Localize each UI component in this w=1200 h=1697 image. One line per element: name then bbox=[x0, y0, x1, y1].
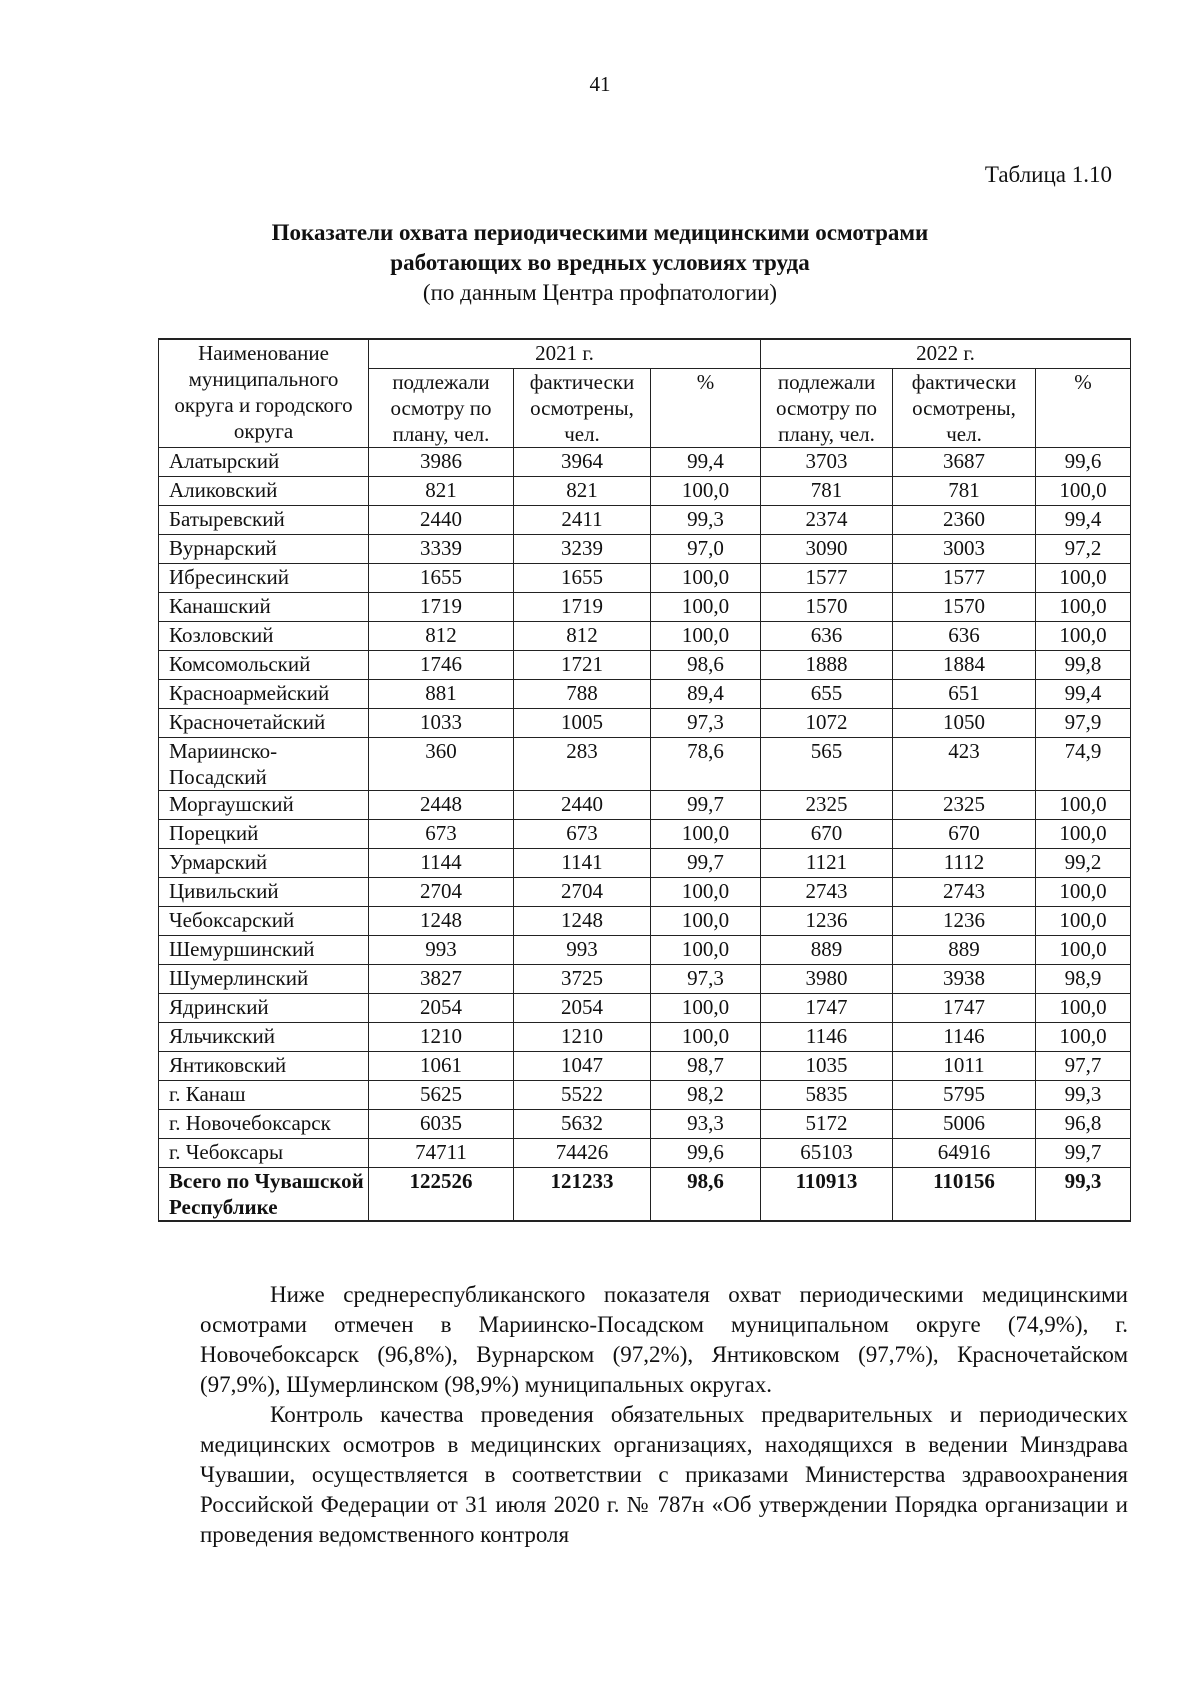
cell-planned-2022: 3980 bbox=[761, 965, 893, 994]
table-row bbox=[159, 965, 1131, 994]
cell-district-name: Красночетайский bbox=[159, 709, 369, 738]
cell-district-name: Янтиковский bbox=[159, 1052, 369, 1081]
cell-planned-2021: 5625 bbox=[369, 1081, 514, 1110]
cell-actual-2022: 781 bbox=[893, 477, 1036, 506]
cell-percent-2021: 100,0 bbox=[651, 564, 761, 593]
cell-planned-2022: 3703 bbox=[761, 448, 893, 477]
cell-planned-2021: 3986 bbox=[369, 448, 514, 477]
title-line-3: (по данным Центра профпатологии) bbox=[422, 280, 778, 305]
cell-percent-2022: 100,0 bbox=[1036, 936, 1131, 965]
cell-percent-2022: 98,9 bbox=[1036, 965, 1131, 994]
table-row bbox=[159, 907, 1131, 936]
cell-planned-2022: 5172 bbox=[761, 1110, 893, 1139]
cell-planned-2021: 1144 bbox=[369, 849, 514, 878]
cell-actual-2021: 1719 bbox=[514, 593, 651, 622]
header-name: Наименование муниципального округа и городского округа bbox=[159, 339, 369, 448]
table-body bbox=[159, 448, 1131, 1222]
cell-percent-2022: 99,2 bbox=[1036, 849, 1131, 878]
cell-planned-2022: 5835 bbox=[761, 1081, 893, 1110]
cell-district-name: Алатырский bbox=[159, 448, 369, 477]
cell-percent-2021: 99,6 bbox=[651, 1139, 761, 1168]
header-year-2021: 2021 г. bbox=[369, 339, 761, 369]
cell-percent-2022: 100,0 bbox=[1036, 477, 1131, 506]
cell-district-name: Шумерлинский bbox=[159, 965, 369, 994]
cell-percent-2022: 99,4 bbox=[1036, 506, 1131, 535]
table-row bbox=[159, 1081, 1131, 1110]
cell-actual-2021: 2440 bbox=[514, 791, 651, 820]
cell-percent-2022: 96,8 bbox=[1036, 1110, 1131, 1139]
cell-planned-2022: 670 bbox=[761, 820, 893, 849]
cell-actual-2021: 2704 bbox=[514, 878, 651, 907]
cell-planned-2021: 2440 bbox=[369, 506, 514, 535]
cell-actual-2021: 1248 bbox=[514, 907, 651, 936]
cell-percent-2021: 99,3 bbox=[651, 506, 761, 535]
cell-planned-2022: 2374 bbox=[761, 506, 893, 535]
cell-planned-2021: 1210 bbox=[369, 1023, 514, 1052]
cell-actual-2022: 110156 bbox=[893, 1168, 1036, 1222]
cell-actual-2022: 670 bbox=[893, 820, 1036, 849]
table-row bbox=[159, 477, 1131, 506]
cell-percent-2021: 99,7 bbox=[651, 849, 761, 878]
cell-actual-2021: 821 bbox=[514, 477, 651, 506]
cell-percent-2021: 98,6 bbox=[651, 651, 761, 680]
cell-actual-2022: 2743 bbox=[893, 878, 1036, 907]
cell-actual-2021: 993 bbox=[514, 936, 651, 965]
cell-percent-2022: 100,0 bbox=[1036, 791, 1131, 820]
cell-planned-2022: 1035 bbox=[761, 1052, 893, 1081]
table-row bbox=[159, 791, 1131, 820]
cell-percent-2021: 100,0 bbox=[651, 622, 761, 651]
cell-actual-2022: 5006 bbox=[893, 1110, 1036, 1139]
table-row bbox=[159, 1139, 1131, 1168]
cell-actual-2021: 1655 bbox=[514, 564, 651, 593]
cell-planned-2022: 655 bbox=[761, 680, 893, 709]
table-row bbox=[159, 820, 1131, 849]
cell-planned-2022: 636 bbox=[761, 622, 893, 651]
total-row bbox=[159, 1168, 1131, 1222]
cell-planned-2021: 1719 bbox=[369, 593, 514, 622]
cell-percent-2022: 97,9 bbox=[1036, 709, 1131, 738]
cell-planned-2022: 65103 bbox=[761, 1139, 893, 1168]
cell-actual-2021: 74426 bbox=[514, 1139, 651, 1168]
cell-actual-2022: 1146 bbox=[893, 1023, 1036, 1052]
cell-percent-2022: 100,0 bbox=[1036, 907, 1131, 936]
cell-percent-2022: 74,9 bbox=[1036, 738, 1131, 791]
cell-percent-2022: 99,3 bbox=[1036, 1168, 1131, 1222]
table-label: Таблица 1.10 bbox=[984, 162, 1112, 187]
cell-percent-2022: 100,0 bbox=[1036, 1023, 1131, 1052]
table-title bbox=[0, 218, 1200, 308]
table-row bbox=[159, 1052, 1131, 1081]
header-planned-2021: подлежали осмотру по плану, чел. bbox=[369, 369, 514, 448]
coverage-table bbox=[158, 338, 1131, 1222]
table-row bbox=[159, 506, 1131, 535]
cell-percent-2021: 78,6 bbox=[651, 738, 761, 791]
cell-percent-2022: 100,0 bbox=[1036, 994, 1131, 1023]
cell-planned-2021: 1746 bbox=[369, 651, 514, 680]
cell-district-name: Всего по Чувашской Республике bbox=[159, 1168, 369, 1222]
cell-planned-2022: 1747 bbox=[761, 994, 893, 1023]
cell-district-name: г. Чебоксары bbox=[159, 1139, 369, 1168]
cell-percent-2021: 97,3 bbox=[651, 709, 761, 738]
cell-percent-2021: 98,7 bbox=[651, 1052, 761, 1081]
cell-planned-2021: 821 bbox=[369, 477, 514, 506]
cell-planned-2021: 812 bbox=[369, 622, 514, 651]
table-row bbox=[159, 738, 1131, 791]
cell-actual-2021: 283 bbox=[514, 738, 651, 791]
cell-actual-2022: 1747 bbox=[893, 994, 1036, 1023]
cell-district-name: г. Канаш bbox=[159, 1081, 369, 1110]
cell-planned-2021: 3827 bbox=[369, 965, 514, 994]
page-number: 41 bbox=[589, 72, 611, 96]
cell-planned-2021: 881 bbox=[369, 680, 514, 709]
cell-planned-2022: 1121 bbox=[761, 849, 893, 878]
cell-district-name: Канашский bbox=[159, 593, 369, 622]
table-row bbox=[159, 593, 1131, 622]
title-line-1: Показатели охвата периодическими медицинскими осмотрами bbox=[271, 220, 929, 245]
cell-planned-2021: 74711 bbox=[369, 1139, 514, 1168]
cell-planned-2022: 110913 bbox=[761, 1168, 893, 1222]
cell-planned-2021: 3339 bbox=[369, 535, 514, 564]
cell-percent-2022: 99,7 bbox=[1036, 1139, 1131, 1168]
cell-actual-2022: 1884 bbox=[893, 651, 1036, 680]
cell-percent-2021: 89,4 bbox=[651, 680, 761, 709]
cell-planned-2022: 1577 bbox=[761, 564, 893, 593]
cell-planned-2021: 122526 bbox=[369, 1168, 514, 1222]
table-row bbox=[159, 994, 1131, 1023]
cell-district-name: Яльчикский bbox=[159, 1023, 369, 1052]
cell-percent-2022: 99,8 bbox=[1036, 651, 1131, 680]
cell-actual-2021: 1005 bbox=[514, 709, 651, 738]
cell-district-name: Порецкий bbox=[159, 820, 369, 849]
cell-actual-2021: 812 bbox=[514, 622, 651, 651]
cell-actual-2021: 121233 bbox=[514, 1168, 651, 1222]
cell-planned-2022: 781 bbox=[761, 477, 893, 506]
cell-percent-2021: 100,0 bbox=[651, 477, 761, 506]
cell-actual-2022: 889 bbox=[893, 936, 1036, 965]
header-actual-2022: фактически осмотрены, чел. bbox=[893, 369, 1036, 448]
cell-actual-2021: 3239 bbox=[514, 535, 651, 564]
cell-percent-2021: 97,0 bbox=[651, 535, 761, 564]
cell-percent-2021: 97,3 bbox=[651, 965, 761, 994]
cell-actual-2021: 5522 bbox=[514, 1081, 651, 1110]
cell-actual-2021: 2411 bbox=[514, 506, 651, 535]
table-row bbox=[159, 936, 1131, 965]
cell-district-name: Ядринский bbox=[159, 994, 369, 1023]
table-row bbox=[159, 849, 1131, 878]
cell-actual-2022: 3687 bbox=[893, 448, 1036, 477]
cell-actual-2022: 2360 bbox=[893, 506, 1036, 535]
cell-actual-2022: 423 bbox=[893, 738, 1036, 791]
table-row bbox=[159, 535, 1131, 564]
cell-percent-2021: 100,0 bbox=[651, 820, 761, 849]
cell-percent-2022: 97,7 bbox=[1036, 1052, 1131, 1081]
paragraph-2: Контроль качества проведения обязательных предварительных и периодических медицинских осмотров в медицинских организациях, находящихся в ведении Минздрава Чувашии, осуществляется в соответствии с приказами Министерства здравоохранения Российской Федерации от 31 июля 2020 г. № 787н «Об утверждении Порядка организации и проведения ведомственного контроля bbox=[200, 1402, 1128, 1547]
cell-planned-2022: 565 bbox=[761, 738, 893, 791]
table-row bbox=[159, 1110, 1131, 1139]
cell-actual-2022: 636 bbox=[893, 622, 1036, 651]
cell-district-name: Аликовский bbox=[159, 477, 369, 506]
cell-district-name: Чебоксарский bbox=[159, 907, 369, 936]
cell-planned-2021: 6035 bbox=[369, 1110, 514, 1139]
table-row bbox=[159, 709, 1131, 738]
cell-percent-2021: 100,0 bbox=[651, 936, 761, 965]
cell-planned-2021: 993 bbox=[369, 936, 514, 965]
cell-planned-2021: 2054 bbox=[369, 994, 514, 1023]
cell-percent-2021: 99,7 bbox=[651, 791, 761, 820]
cell-district-name: Вурнарский bbox=[159, 535, 369, 564]
cell-percent-2022: 99,4 bbox=[1036, 680, 1131, 709]
cell-actual-2022: 5795 bbox=[893, 1081, 1036, 1110]
cell-planned-2022: 2743 bbox=[761, 878, 893, 907]
cell-actual-2022: 651 bbox=[893, 680, 1036, 709]
cell-planned-2021: 1655 bbox=[369, 564, 514, 593]
cell-district-name: Ибресинский bbox=[159, 564, 369, 593]
cell-planned-2022: 2325 bbox=[761, 791, 893, 820]
cell-planned-2021: 2704 bbox=[369, 878, 514, 907]
cell-percent-2021: 100,0 bbox=[651, 1023, 761, 1052]
cell-percent-2022: 100,0 bbox=[1036, 820, 1131, 849]
cell-percent-2021: 100,0 bbox=[651, 878, 761, 907]
cell-district-name: Моргаушский bbox=[159, 791, 369, 820]
cell-actual-2021: 2054 bbox=[514, 994, 651, 1023]
cell-district-name: Шемуршинский bbox=[159, 936, 369, 965]
cell-district-name: Красноармейский bbox=[159, 680, 369, 709]
cell-actual-2022: 1570 bbox=[893, 593, 1036, 622]
cell-percent-2022: 99,3 bbox=[1036, 1081, 1131, 1110]
cell-percent-2021: 99,4 bbox=[651, 448, 761, 477]
cell-planned-2022: 1072 bbox=[761, 709, 893, 738]
cell-actual-2022: 64916 bbox=[893, 1139, 1036, 1168]
title-line-2: работающих во вредных условиях труда bbox=[390, 250, 810, 275]
cell-percent-2022: 97,2 bbox=[1036, 535, 1131, 564]
table-row bbox=[159, 680, 1131, 709]
table-row bbox=[159, 564, 1131, 593]
body-text bbox=[200, 1280, 1128, 1550]
cell-planned-2021: 1248 bbox=[369, 907, 514, 936]
cell-actual-2021: 3725 bbox=[514, 965, 651, 994]
header-percent-2022: % bbox=[1036, 369, 1131, 448]
cell-percent-2022: 100,0 bbox=[1036, 564, 1131, 593]
cell-actual-2021: 1047 bbox=[514, 1052, 651, 1081]
cell-percent-2022: 99,6 bbox=[1036, 448, 1131, 477]
header-percent-2021: % bbox=[651, 369, 761, 448]
table-row bbox=[159, 622, 1131, 651]
cell-actual-2022: 1011 bbox=[893, 1052, 1036, 1081]
table-row bbox=[159, 1023, 1131, 1052]
cell-planned-2021: 2448 bbox=[369, 791, 514, 820]
cell-percent-2021: 100,0 bbox=[651, 593, 761, 622]
cell-actual-2021: 3964 bbox=[514, 448, 651, 477]
cell-actual-2022: 1112 bbox=[893, 849, 1036, 878]
cell-planned-2022: 1888 bbox=[761, 651, 893, 680]
cell-actual-2022: 2325 bbox=[893, 791, 1036, 820]
cell-percent-2021: 98,2 bbox=[651, 1081, 761, 1110]
cell-actual-2022: 3003 bbox=[893, 535, 1036, 564]
cell-district-name: Козловский bbox=[159, 622, 369, 651]
cell-district-name: Мариинско-Посадский bbox=[159, 738, 369, 791]
cell-planned-2021: 1033 bbox=[369, 709, 514, 738]
cell-planned-2022: 1236 bbox=[761, 907, 893, 936]
cell-percent-2022: 100,0 bbox=[1036, 593, 1131, 622]
cell-actual-2021: 1721 bbox=[514, 651, 651, 680]
paragraph-1: Ниже среднереспубликанского показателя охват периодическими медицинскими осмотрами отмечен в Мариинско-Посадском муниципальном округе (74,9%), г. Новочебоксарск (96,8%), Вурнарском (97,2%), Янтиковском (97,7%), Красночетайском (97,9%), Шумерлинском (98,9%) муниципальных округах. bbox=[200, 1282, 1128, 1397]
cell-percent-2021: 100,0 bbox=[651, 907, 761, 936]
cell-actual-2022: 1577 bbox=[893, 564, 1036, 593]
cell-percent-2021: 98,6 bbox=[651, 1168, 761, 1222]
cell-planned-2021: 1061 bbox=[369, 1052, 514, 1081]
cell-planned-2021: 360 bbox=[369, 738, 514, 791]
cell-planned-2022: 1570 bbox=[761, 593, 893, 622]
cell-percent-2021: 93,3 bbox=[651, 1110, 761, 1139]
table-row bbox=[159, 448, 1131, 477]
cell-actual-2022: 3938 bbox=[893, 965, 1036, 994]
cell-actual-2021: 788 bbox=[514, 680, 651, 709]
cell-percent-2022: 100,0 bbox=[1036, 622, 1131, 651]
cell-actual-2022: 1050 bbox=[893, 709, 1036, 738]
header-actual-2021: фактически осмотрены, чел. bbox=[514, 369, 651, 448]
header-year-2022: 2022 г. bbox=[761, 339, 1131, 369]
header-planned-2022: подлежали осмотру по плану, чел. bbox=[761, 369, 893, 448]
cell-actual-2022: 1236 bbox=[893, 907, 1036, 936]
cell-actual-2021: 673 bbox=[514, 820, 651, 849]
cell-district-name: Урмарский bbox=[159, 849, 369, 878]
cell-district-name: г. Новочебоксарск bbox=[159, 1110, 369, 1139]
cell-actual-2021: 5632 bbox=[514, 1110, 651, 1139]
cell-actual-2021: 1141 bbox=[514, 849, 651, 878]
table-row bbox=[159, 651, 1131, 680]
cell-actual-2021: 1210 bbox=[514, 1023, 651, 1052]
cell-district-name: Комсомольский bbox=[159, 651, 369, 680]
cell-planned-2022: 1146 bbox=[761, 1023, 893, 1052]
table-row bbox=[159, 878, 1131, 907]
cell-percent-2021: 100,0 bbox=[651, 994, 761, 1023]
cell-percent-2022: 100,0 bbox=[1036, 878, 1131, 907]
cell-district-name: Цивильский bbox=[159, 878, 369, 907]
cell-planned-2021: 673 bbox=[369, 820, 514, 849]
cell-planned-2022: 3090 bbox=[761, 535, 893, 564]
cell-district-name: Батыревский bbox=[159, 506, 369, 535]
cell-planned-2022: 889 bbox=[761, 936, 893, 965]
